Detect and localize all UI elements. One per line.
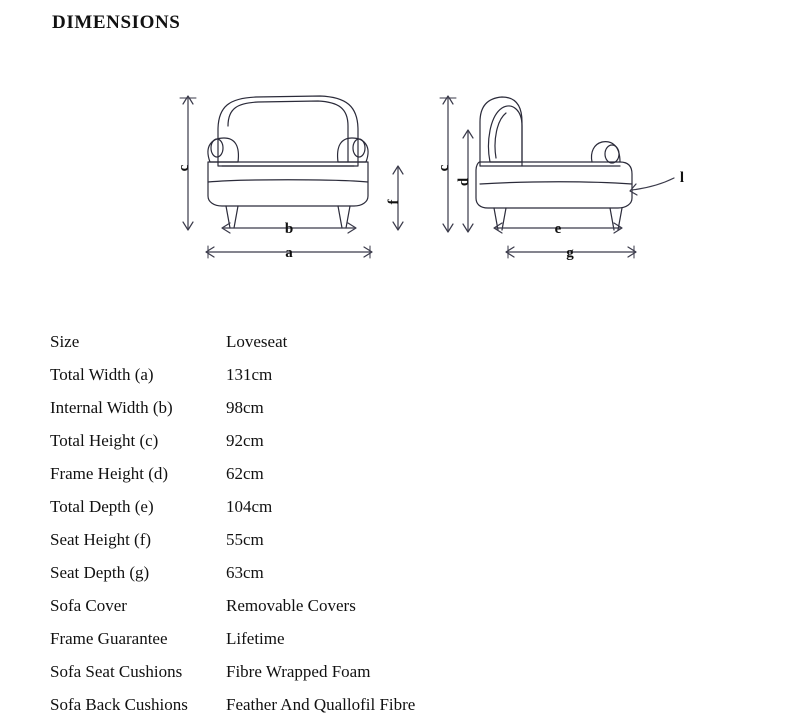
dimensions-svg xyxy=(150,70,710,300)
spec-value: Fibre Wrapped Foam xyxy=(226,661,371,681)
table-row xyxy=(50,358,750,391)
page-title: DIMENSIONS xyxy=(52,12,181,33)
label-g-side: g xyxy=(566,245,574,261)
label-d-side: d xyxy=(456,177,472,187)
label-b-front: b xyxy=(284,221,294,237)
spec-value: 92cm xyxy=(226,430,264,450)
front-view-drawing xyxy=(208,96,368,228)
spec-value: 104cm xyxy=(226,496,273,516)
spec-value: 98cm xyxy=(226,397,264,417)
spec-value: Loveseat xyxy=(226,331,288,351)
table-row xyxy=(50,325,750,358)
label-a-front: a xyxy=(285,245,293,261)
table-row xyxy=(50,556,750,589)
spec-label: Sofa Cover xyxy=(50,595,127,615)
spec-label: Seat Depth (g) xyxy=(50,562,150,582)
table-row xyxy=(50,655,750,688)
spec-label: Total Depth (e) xyxy=(50,496,154,516)
table-row xyxy=(50,391,750,424)
sofa-dimensions-diagram xyxy=(150,70,710,300)
spec-value: Removable Covers xyxy=(226,595,356,615)
table-row xyxy=(50,589,750,622)
spec-label: Sofa Back Cushions xyxy=(50,694,188,714)
spec-label: Frame Guarantee xyxy=(50,628,168,648)
spec-value: Lifetime xyxy=(226,628,285,648)
spec-value: 62cm xyxy=(226,463,264,483)
label-e-side: e xyxy=(554,221,562,237)
table-row xyxy=(50,490,750,523)
spec-label: Total Width (a) xyxy=(50,364,154,384)
spec-label: Sofa Seat Cushions xyxy=(50,661,183,681)
dimension-l-side xyxy=(630,178,674,195)
table-row xyxy=(50,688,750,721)
label-l-side: l xyxy=(679,170,685,186)
spec-value: 55cm xyxy=(226,529,264,549)
table-row xyxy=(50,523,750,556)
dimension-c-side xyxy=(440,96,456,232)
label-c-side: c xyxy=(436,164,452,172)
dimension-c-front xyxy=(180,96,196,230)
spec-label: Frame Height (d) xyxy=(50,463,169,483)
spec-rows xyxy=(50,325,750,721)
table-row xyxy=(50,457,750,490)
spec-label: Total Height (c) xyxy=(50,430,159,450)
specifications-table xyxy=(50,325,750,721)
spec-label: Size xyxy=(50,331,80,351)
spec-value: Feather And Quallofil Fibre xyxy=(226,694,416,714)
label-c-front: c xyxy=(176,164,192,172)
table-row xyxy=(50,424,750,457)
label-f-front: f xyxy=(386,199,402,205)
spec-label: Seat Height (f) xyxy=(50,529,152,549)
side-view-drawing xyxy=(476,97,632,230)
table-row xyxy=(50,622,750,655)
spec-value: 63cm xyxy=(226,562,264,582)
spec-label: Internal Width (b) xyxy=(50,397,173,417)
dimension-f-front xyxy=(393,166,403,230)
spec-value: 131cm xyxy=(226,364,273,384)
